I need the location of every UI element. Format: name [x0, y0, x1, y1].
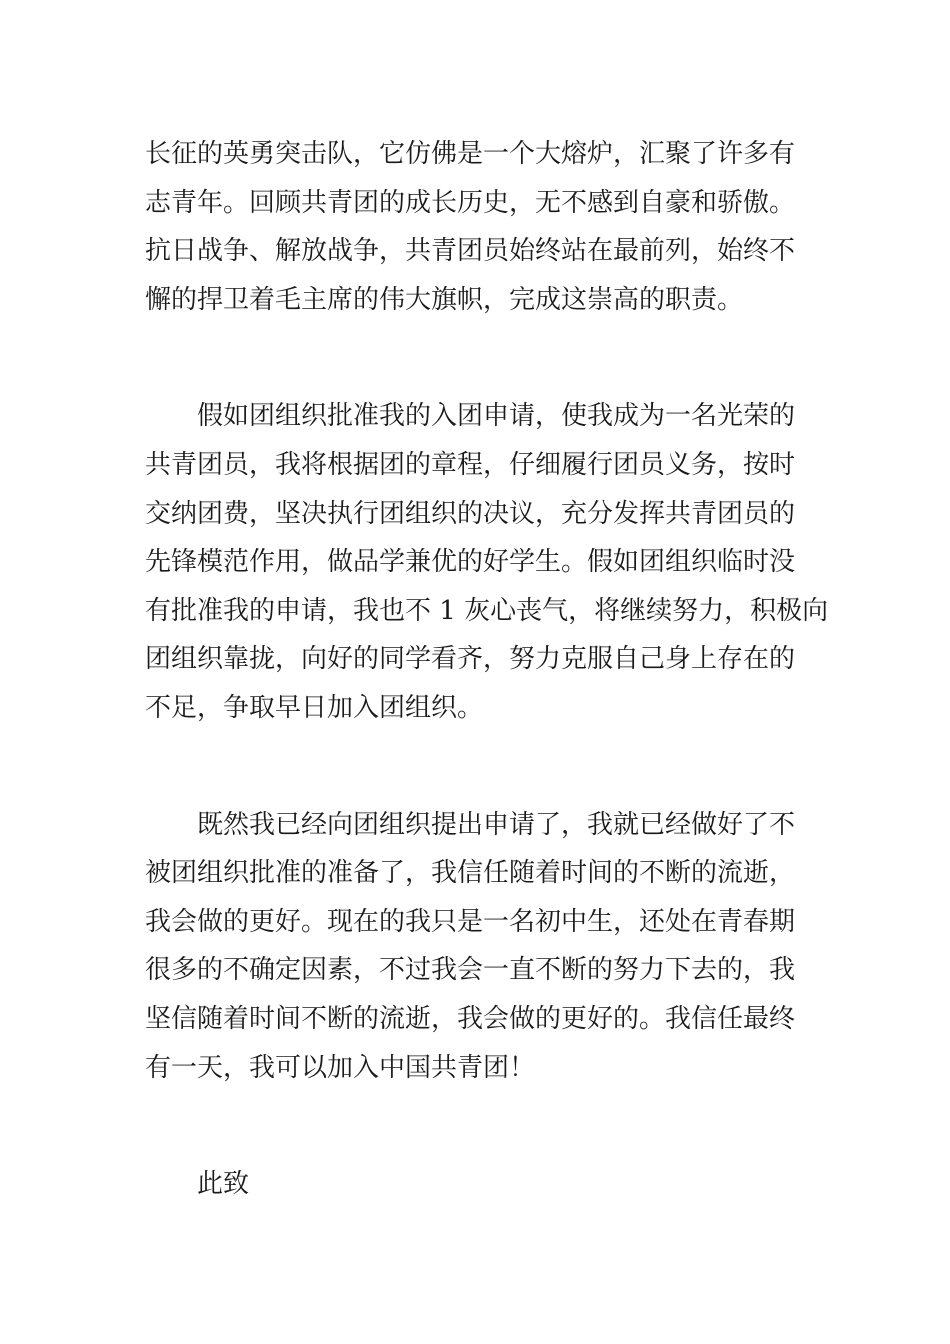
- text-line: 被团组织批准的准备了，我信任随着时间的不断的流逝，: [145, 858, 796, 889]
- text-line: 不足，争取早日加入团组织。: [145, 692, 484, 723]
- text-line: 志青年。回顾共青团的成长历史，无不感到自豪和骄傲。: [145, 187, 796, 218]
- text-line: 长征的英勇突击队，它仿佛是一个大熔炉，汇聚了许多有: [145, 139, 796, 169]
- text-line: 抗日战争、解放战争，共青团员始终站在最前列，始终不: [145, 236, 796, 267]
- text-line: 有批准我的申请，我也不 1 灰心丧气，将继续努力，积极向: [145, 595, 829, 626]
- text-line: 假如团组织批准我的入团申请，使我成为一名光荣的: [197, 401, 796, 432]
- paragraph-1: [145, 130, 805, 324]
- text-line: 很多的不确定因素，不过我会一直不断的努力下去的，我: [145, 955, 796, 986]
- text-line: 此致: [197, 1169, 250, 1200]
- paragraph-3: [145, 801, 805, 1093]
- text-line: 团组织靠拢，向好的同学看齐，努力克服自己身上存在的: [145, 644, 796, 675]
- text-line: 我会做的更好。现在的我只是一名初中生，还处在青春期: [145, 906, 796, 937]
- paragraph-2: [145, 392, 829, 732]
- paragraph-spacer: [145, 1092, 805, 1160]
- text-line: 共青团员，我将根据团的章程，仔细履行团员义务，按时: [145, 449, 796, 480]
- text-line: 交纳团费，坚决执行团组织的决议，充分发挥共青团员的: [145, 498, 796, 529]
- paragraph-spacer: [145, 324, 805, 392]
- text-line: 既然我已经向团组织提出申请了，我就已经做好了不: [197, 809, 796, 840]
- text-line: 先锋模范作用，做品学兼优的好学生。假如团组织临时没: [145, 547, 796, 578]
- document-page: [145, 130, 829, 1209]
- text-line: 懈的捍卫着毛主席的伟大旗帜，完成这崇高的职责。: [145, 284, 744, 315]
- paragraph-spacer: [145, 733, 805, 801]
- closing-salutation: [145, 1160, 805, 1209]
- text-line: 有一天，我可以加入中国共青团！: [145, 1052, 536, 1083]
- text-line: 坚信随着时间不断的流逝，我会做的更好的。我信任最终: [145, 1003, 796, 1034]
